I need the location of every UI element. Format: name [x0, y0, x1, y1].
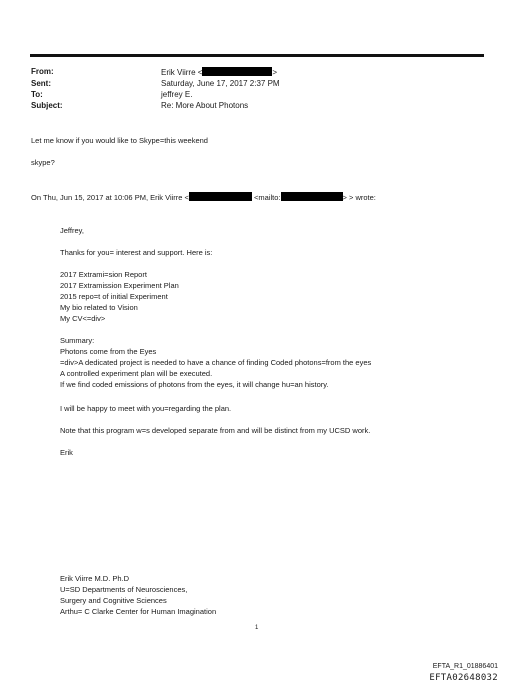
signature-line: U=SD Departments of Neurosciences,: [60, 585, 188, 594]
summary-line: =div>A dedicated project is needed to have a chance of finding Coded photons=from the eyes: [60, 358, 372, 367]
redaction-box: [189, 192, 252, 201]
bates-number-1: EFTA_R1_01886401: [432, 663, 498, 670]
note-line: Note that this program w=s developed separate from and will be distinct from my UCSD work.: [60, 426, 371, 435]
bates-number-2: EFTA02648032: [429, 673, 498, 683]
quote-intro: [31, 192, 376, 202]
to-label: To:: [31, 90, 43, 99]
from-name: Erik Viirre <: [161, 68, 203, 77]
list-item: My bio related to Vision: [60, 303, 138, 312]
body-line-1: Let me know if you would like to Skype=this weekend: [31, 136, 208, 145]
to-value: jeffrey E.: [161, 90, 193, 99]
sent-label: Sent:: [31, 79, 51, 88]
mailto-text: <mailto:: [254, 193, 281, 202]
body-line-2: skype?: [31, 158, 55, 167]
redaction-box: [281, 192, 343, 201]
from-suffix: >: [272, 68, 278, 77]
signature-line: Arthu= C Clarke Center for Human Imagination: [60, 607, 217, 616]
signature-line: Erik Viirre M.D. Ph.D: [60, 574, 130, 583]
header-rule: [30, 54, 484, 57]
page-number: 1: [255, 625, 259, 631]
subject-label: Subject:: [31, 101, 63, 110]
summary-line: A controlled experiment plan will be executed.: [60, 369, 213, 378]
sent-value: Saturday, June 17, 2017 2:37 PM: [161, 79, 280, 88]
salutation: Jeffrey,: [60, 226, 84, 235]
list-item: My CV<=div>: [60, 314, 106, 323]
subject-value: Re: More About Photons: [161, 101, 249, 110]
list-item: 2017 Extrami=sion Report: [60, 270, 147, 279]
from-label: From:: [31, 67, 54, 76]
summary-line: Photons come from the Eyes: [60, 347, 157, 356]
meet-line: I will be happy to meet with you=regarding the plan.: [60, 404, 232, 413]
from-value: [161, 67, 277, 77]
signature-line: Surgery and Cognitive Sciences: [60, 596, 167, 605]
summary-title: Summary:: [60, 336, 95, 345]
thanks-line: Thanks for you= interest and support. Here is:: [60, 248, 213, 257]
signoff: Erik: [60, 448, 73, 457]
wrote-text: > > wrote:: [342, 193, 376, 202]
list-item: 2015 repo=t of initial Experiment: [60, 292, 168, 301]
redaction-box: [202, 67, 272, 76]
quote-intro-text: On Thu, Jun 15, 2017 at 10:06 PM, Erik Viirre <: [31, 193, 189, 202]
list-item: 2017 Extramission Experiment Plan: [60, 281, 179, 290]
summary-line: If we find coded emissions of photons from the eyes, it will change hu=an history.: [60, 380, 329, 389]
